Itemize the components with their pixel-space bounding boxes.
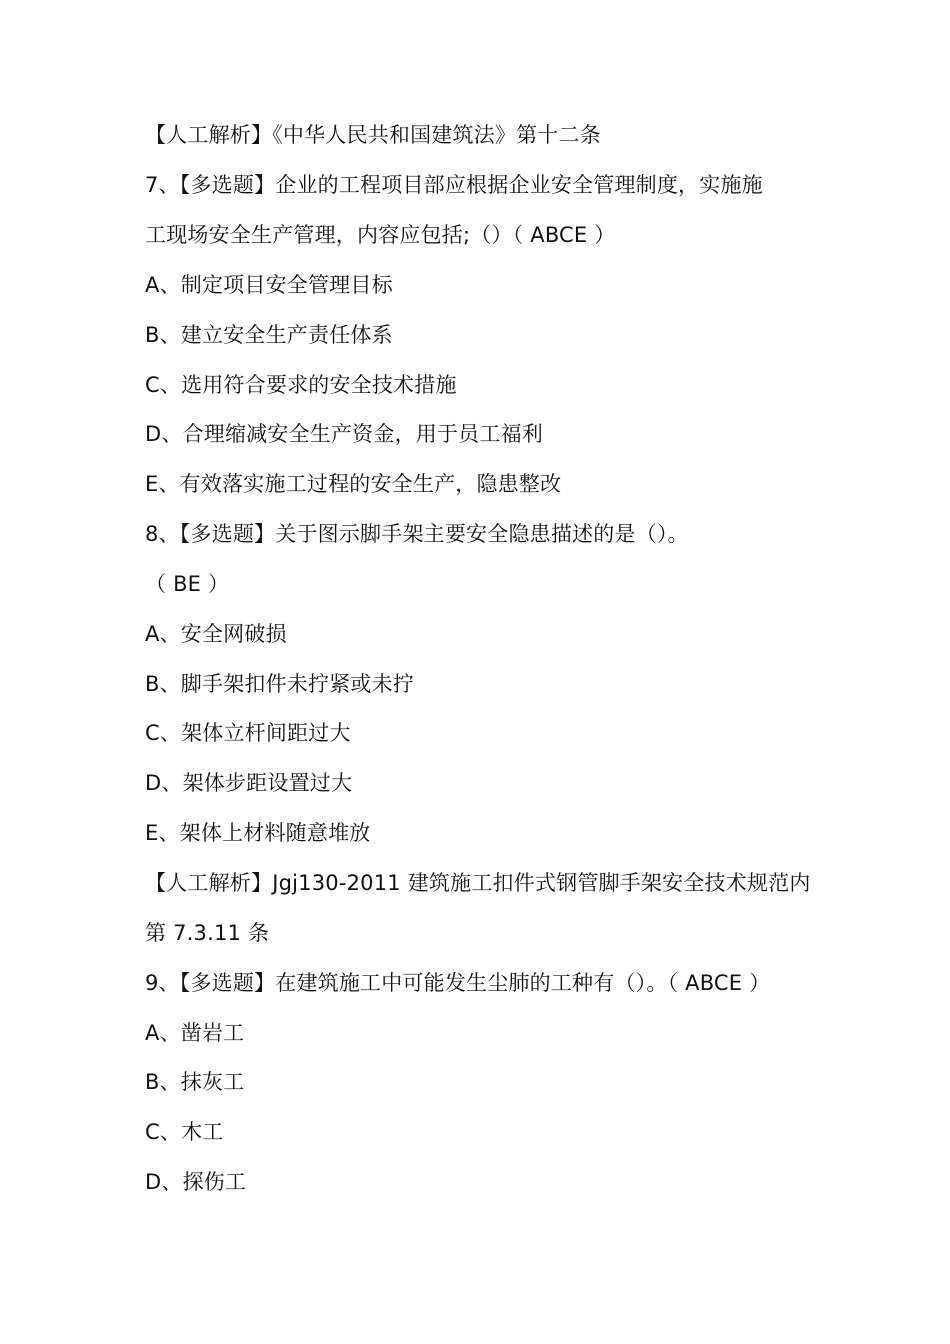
analysis-line-q6: 【人工解析】《中华人民共和国建筑法》第十二条: [145, 123, 601, 147]
question-9-text: 9、【多选题】在建筑施工中可能发生尘肺的工种有（）。（ ABCE ）: [145, 971, 771, 995]
analysis-line-q8: 【人工解析】Jgj130-2011 建筑施工扣件式钢管脚手架安全技术规范内: [145, 871, 811, 895]
question-9-option-a: A、凿岩工: [145, 1021, 245, 1045]
question-7-option-a: A、制定项目安全管理目标: [145, 273, 393, 297]
question-9-option-b: B、抹灰工: [145, 1070, 245, 1094]
question-8-option-e: E、架体上材料随意堆放: [145, 821, 371, 845]
question-8-option-a: A、安全网破损: [145, 622, 287, 646]
question-7-option-b: B、建立安全生产责任体系: [145, 323, 393, 347]
question-7-text: 7、【多选题】企业的工程项目部应根据企业安全管理制度，实施施: [145, 173, 763, 197]
question-8-answer: （ BE ）: [145, 572, 230, 596]
analysis-line-q8-cont: 第 7.3.11 条: [145, 921, 270, 945]
question-9-option-d: D、探伤工: [145, 1170, 247, 1194]
question-7-option-d: D、合理缩减安全生产资金，用于员工福利: [145, 422, 543, 446]
question-8-option-c: C、架体立杆间距过大: [145, 721, 351, 745]
question-8-text: 8、【多选题】关于图示脚手架主要安全隐患描述的是（）。: [145, 522, 689, 546]
question-7-option-e: E、有效落实施工过程的安全生产，隐患整改: [145, 472, 562, 496]
question-7-text-cont: 工现场安全生产管理，内容应包括;（）（ ABCE ）: [145, 223, 616, 247]
question-9-option-c: C、木工: [145, 1120, 224, 1144]
question-7-option-c: C、选用符合要求的安全技术措施: [145, 373, 457, 397]
question-8-option-d: D、架体步距设置过大: [145, 771, 353, 795]
question-8-option-b: B、脚手架扣件未拧紧或未拧: [145, 672, 415, 696]
